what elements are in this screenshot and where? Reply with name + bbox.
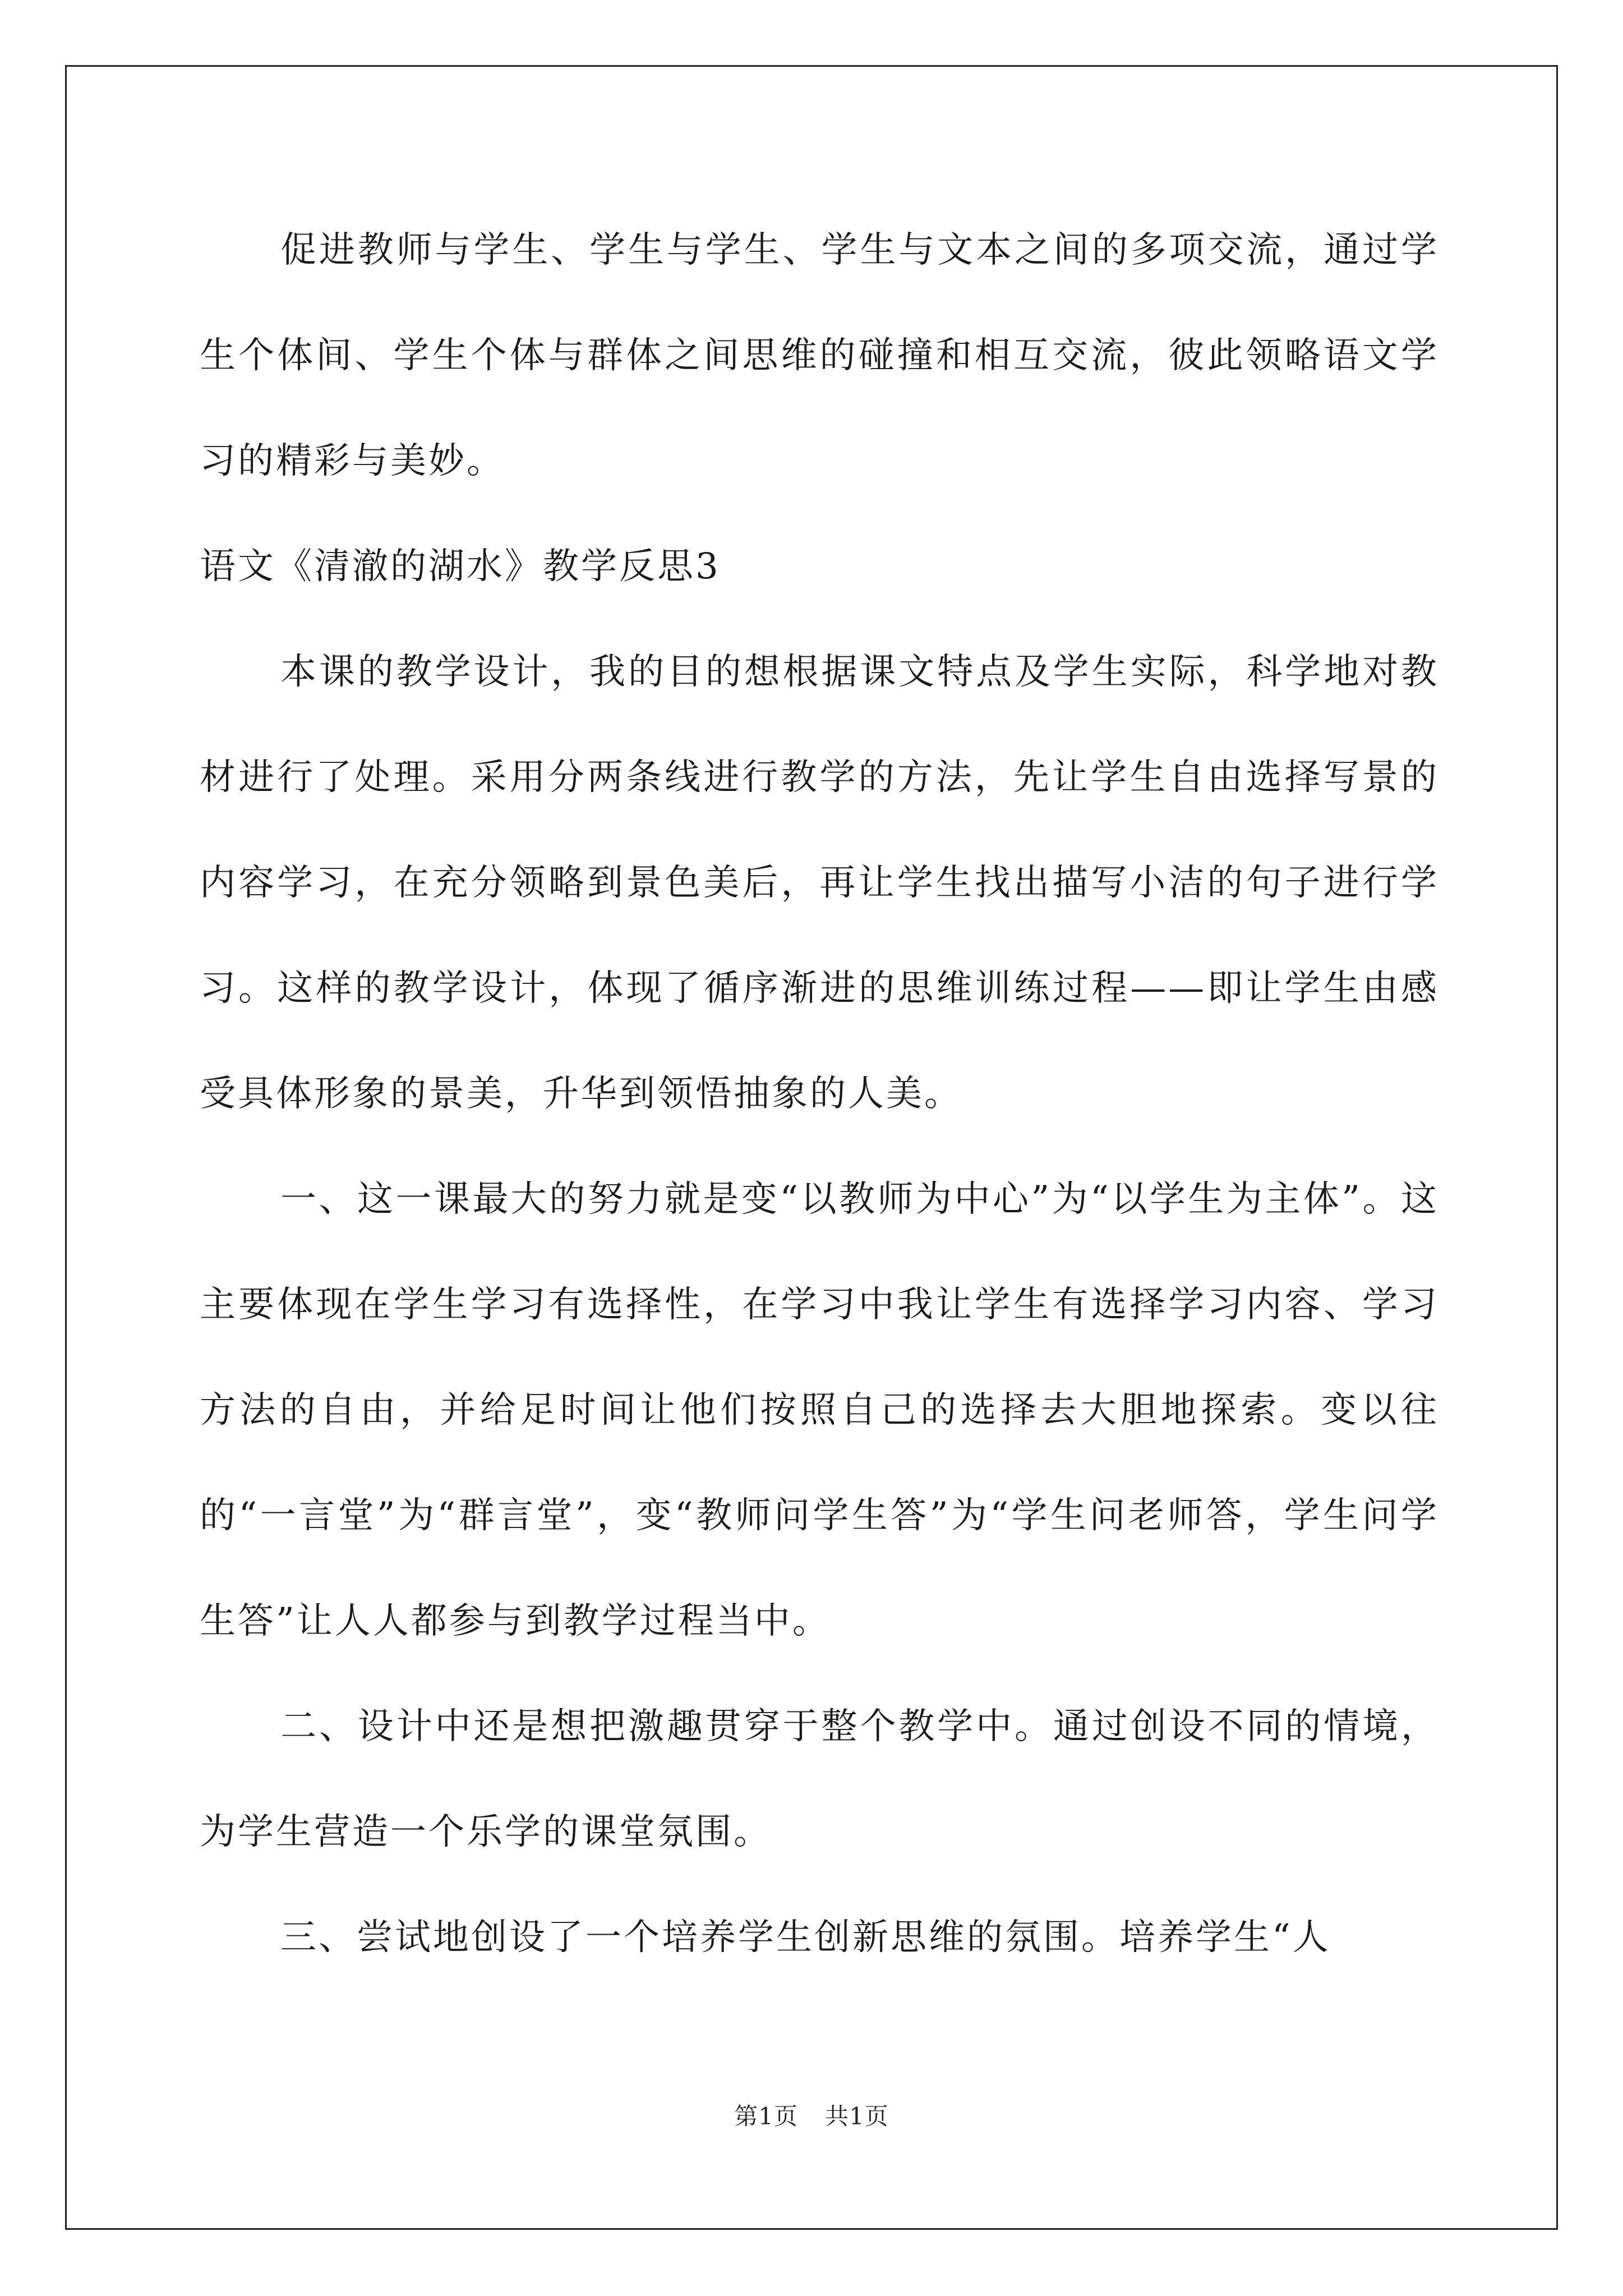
paragraph-continuation: 促进教师与学生、学生与学生、学生与文本之间的多项交流，通过学生个体间、学生个体与群体之间思维的碰撞和相互交流，彼此领略语文学习的精彩与美妙。 — [200, 229, 1439, 482]
paragraph-point-three: 三、尝试地创设了一个培养学生创新思维的氛围。培养学生“人 — [280, 1917, 1331, 1958]
paragraph-point-two: 二、设计中还是想把激趣贯穿于整个教学中。通过创设不同的情境，为学生营造一个乐学的课堂氛围。 — [200, 1706, 1439, 1853]
document-body — [200, 197, 1439, 1990]
page-total: 共1页 — [825, 2102, 889, 2130]
paragraph-intro: 本课的教学设计，我的目的想根据课文特点及学生实际，科学地对教材进行了处理。采用分两条线进行教学的方法，先让学生自由选择写景的内容学习，在充分领略到景色美后，再让学生找出描写小洁的句子进行学习。这样的教学设计，体现了循序渐进的思维训练过程——即让学生由感受具体形象的景美，升华到领悟抽象的人美。 — [200, 651, 1439, 1115]
paragraph-point-one: 一、这一课最大的努力就是变“以教师为中心”为“以学生为主体”。这主要体现在学生学习有选择性，在学习中我让学生有选择学习内容、学习方法的自由，并给足时间让他们按照自己的选择去大胆地探索。变以往的“一言堂”为“群言堂”，变“教师问学生答”为“学生问老师答，学生问学生答”让人人都参与到教学过程当中。 — [200, 1179, 1439, 1642]
page-number: 第1页 — [734, 2102, 798, 2130]
section-heading: 语文《清澈的湖水》教学反思3 — [200, 546, 721, 587]
page-footer — [0, 2098, 1623, 2132]
